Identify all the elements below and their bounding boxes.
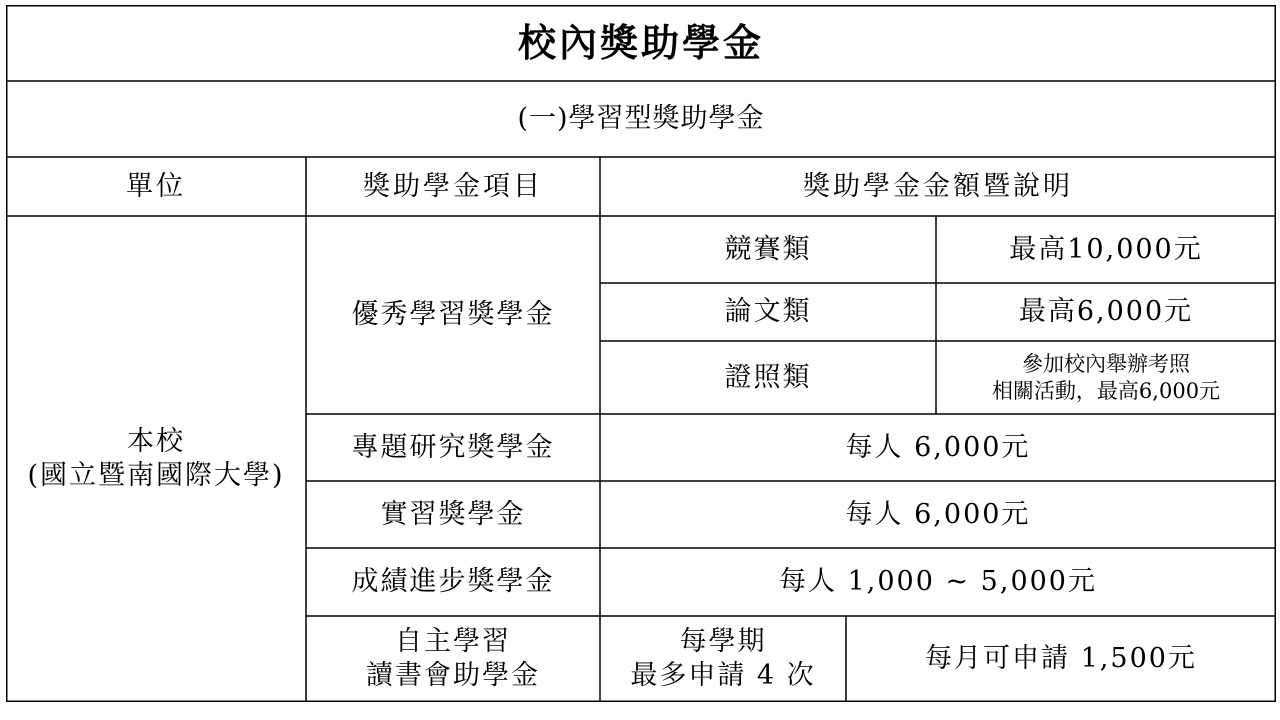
internship-scholarship-amount: 每人 6,000元	[845, 498, 1031, 530]
page-title: 校內獎助學金	[517, 20, 764, 66]
progress-scholarship-name: 成績進步獎學金	[351, 566, 555, 598]
amount-license-line1: 參加校內舉辦考照	[1022, 352, 1190, 377]
excellence-scholarship-name: 優秀學習獎學金	[351, 299, 555, 331]
category-thesis: 論文類	[724, 296, 812, 328]
amount-license	[936, 341, 1276, 414]
unit-cell	[6, 216, 306, 702]
research-scholarship-name: 專題研究獎學金	[351, 431, 555, 463]
amount-license-line2: 相關活動，最高6,000元	[991, 378, 1221, 403]
header-unit: 單位	[126, 170, 186, 202]
header-item: 獎助學金項目	[363, 170, 543, 202]
amount-competition: 最高10,000元	[1009, 233, 1203, 265]
research-scholarship-amount: 每人 6,000元	[845, 431, 1031, 463]
progress-scholarship-amount: 每人 1,000 ~ 5,000元	[779, 566, 1097, 598]
category-license: 證照類	[724, 361, 812, 393]
selfstudy-grant-name	[306, 616, 600, 702]
scholarship-table	[6, 5, 1276, 702]
unit-full-name: (國立暨南國際大學)	[27, 460, 285, 491]
selfstudy-application-limit	[600, 616, 846, 702]
header-detail: 獎助學金金額暨說明	[803, 170, 1073, 202]
section-subtitle: (一)學習型獎助學金	[517, 103, 765, 135]
selfstudy-limit-line1: 每學期	[679, 626, 767, 658]
selfstudy-grant-amount: 每月可申請 1,500元	[925, 643, 1197, 675]
internship-scholarship-name: 實習獎學金	[380, 498, 526, 530]
selfstudy-name-line1: 自主學習	[395, 626, 511, 658]
amount-thesis: 最高6,000元	[1018, 296, 1194, 328]
unit-name: 本校	[127, 426, 185, 458]
selfstudy-name-line2: 讀書會助學金	[366, 660, 540, 691]
selfstudy-limit-line2: 最多申請 4 次	[630, 660, 816, 691]
category-competition: 競賽類	[724, 233, 812, 265]
